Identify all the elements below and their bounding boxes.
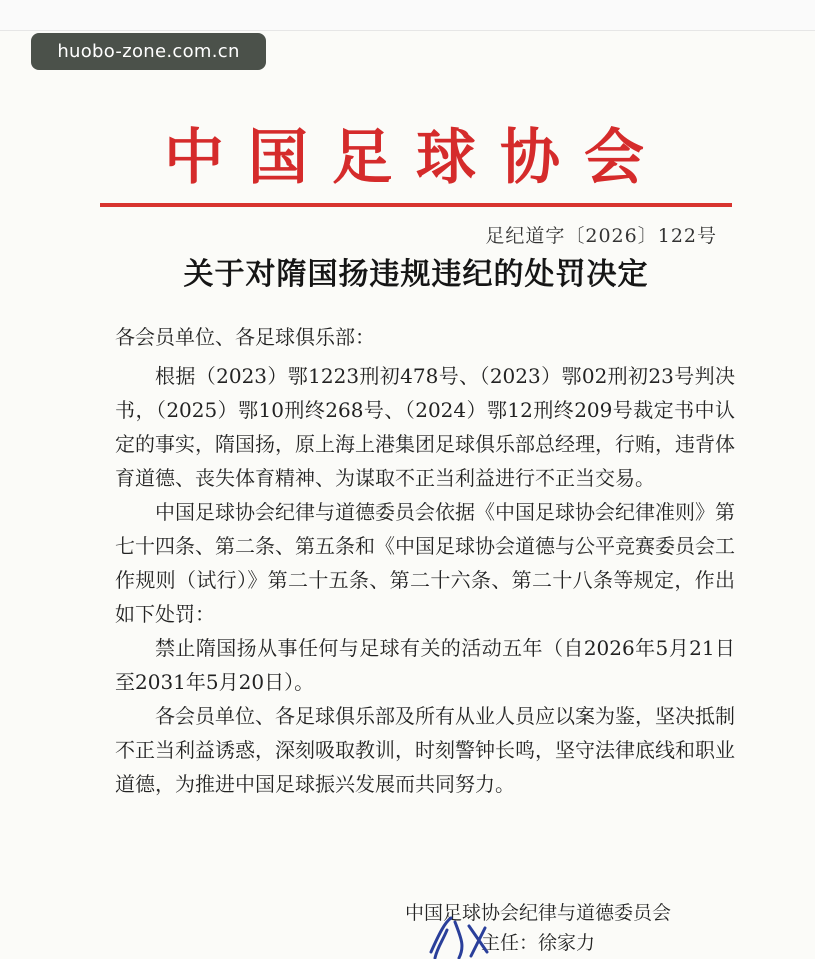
paragraph-facts: 根据（2023）鄂1223刑初478号、（2023）鄂02刑初23号判决书，（2025）鄂10刑终268号、（2024）鄂12刑终209号裁定书中认定的事实，隋国扬，原上海上港集团足球俱乐部总经理，行贿，违背体育道德、丧失体育精神、为谋取不正当利益进行不正当交易。: [115, 364, 735, 490]
paragraph-penalty: 禁止隋国扬从事任何与足球有关的活动五年（自2026年5月21日至2031年5月20日）。: [115, 636, 735, 694]
document-number: 足纪道字〔2026〕122号: [485, 225, 717, 247]
masthead-title: 中国足球协会: [164, 123, 668, 193]
addressee: 各会员单位、各足球俱乐部：: [115, 325, 375, 349]
document-title: 关于对隋国扬违规违纪的处罚决定: [183, 257, 649, 292]
signatory-chair: 主任：徐家力: [481, 932, 596, 954]
watermark-badge: huobo-zone.com.cn: [31, 33, 266, 70]
top-strip: [0, 0, 815, 31]
handwritten-signature-icon: [425, 912, 545, 959]
paragraph-warning: 各会员单位、各足球俱乐部及所有从业人员应以案为鉴，坚决抵制不正当利益诱惑，深刻吸取教训，时刻警钟长鸣，坚守法律底线和职业道德，为推进中国足球振兴发展而共同努力。: [115, 704, 735, 796]
signatory-organization: 中国足球协会纪律与道德委员会: [405, 902, 672, 924]
paragraph-basis: 中国足球协会纪律与道德委员会依据《中国足球协会纪律准则》第七十四条、第二条、第五条和《中国足球协会道德与公平竞赛委员会工作规则（试行）》第二十五条、第二十六条、第二十八条等规定，作出如下处罚：: [115, 500, 735, 626]
document-body: [115, 320, 735, 801]
masthead-red-rule: [100, 203, 732, 207]
